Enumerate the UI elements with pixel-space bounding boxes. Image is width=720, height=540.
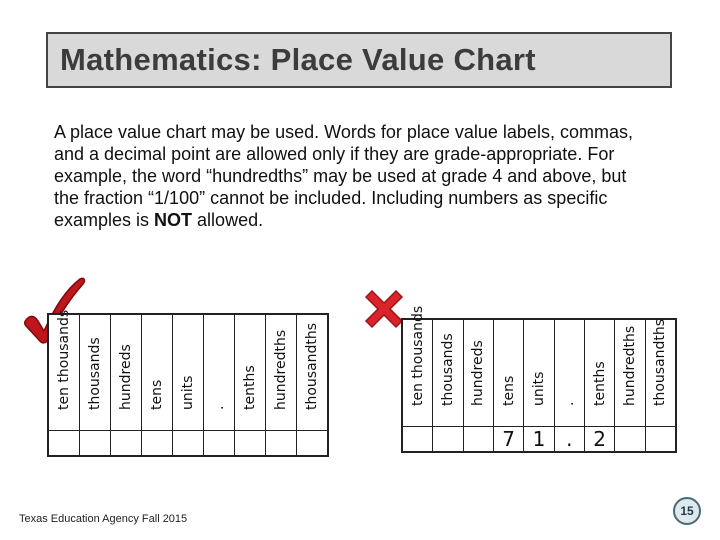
correct-chart-column-header bbox=[49, 309, 79, 431]
incorrect-chart-column-header bbox=[464, 320, 493, 427]
correct-chart-column-header bbox=[297, 315, 327, 431]
correct-chart-column-label: thousands bbox=[87, 337, 103, 410]
correct-chart-value-cell bbox=[266, 431, 296, 455]
correct-chart-value-cell bbox=[235, 431, 265, 455]
incorrect-chart-column-label: . bbox=[561, 401, 578, 406]
correct-chart-column-label: thousandths bbox=[304, 322, 320, 410]
correct-chart-column bbox=[266, 315, 297, 455]
correct-chart-value-cell bbox=[297, 431, 327, 455]
incorrect-chart-column bbox=[433, 320, 463, 451]
incorrect-chart-column-label: ten thousands bbox=[409, 305, 426, 406]
incorrect-chart-column-header bbox=[585, 320, 614, 427]
correct-chart-value-cell bbox=[111, 431, 141, 455]
footer-text: Texas Education Agency Fall 2015 bbox=[19, 513, 188, 525]
incorrect-chart-column-label: units bbox=[530, 371, 547, 406]
correct-chart-column-header bbox=[142, 315, 172, 431]
incorrect-chart-column-header bbox=[646, 320, 675, 427]
incorrect-chart-column-header bbox=[433, 320, 462, 427]
correct-chart-value-cell bbox=[204, 431, 234, 455]
incorrect-chart-column-header bbox=[524, 320, 553, 427]
instructions-text-1: A place value chart may be used. Words for place value labels, commas, and a decimal point are allowed only if they are grade-appropriate. For example, the word “hundredths” may be used at grade 4 and above, but the fraction “1/100” cannot be included. Including numbers as specific examples is bbox=[54, 122, 633, 230]
correct-chart-column bbox=[235, 315, 266, 455]
title-box bbox=[46, 32, 672, 88]
incorrect-place-value-table bbox=[401, 305, 677, 453]
incorrect-chart-column-label: thousandths bbox=[652, 318, 669, 406]
correct-chart-column bbox=[297, 315, 327, 455]
incorrect-chart-column bbox=[615, 320, 645, 451]
incorrect-chart-value-cell bbox=[433, 427, 462, 451]
incorrect-chart-column-label: tenths bbox=[591, 361, 608, 406]
incorrect-chart-column bbox=[646, 320, 675, 451]
page-title: Mathematics: Place Value Chart bbox=[60, 42, 536, 77]
incorrect-chart-column bbox=[403, 305, 433, 451]
correct-chart-column-header bbox=[266, 315, 296, 431]
correct-chart-column bbox=[204, 315, 235, 455]
instructions-text-2: allowed. bbox=[192, 210, 264, 230]
correct-chart-column-label: hundredths bbox=[273, 329, 289, 410]
page-number-badge: 15 bbox=[673, 497, 701, 525]
correct-chart-column-label: . bbox=[211, 405, 227, 410]
correct-chart-column-header bbox=[204, 315, 234, 431]
correct-chart-value-cell bbox=[142, 431, 172, 455]
instructions-emphasis: NOT bbox=[154, 210, 193, 230]
incorrect-chart-column-header bbox=[403, 305, 432, 427]
incorrect-chart-value-cell bbox=[646, 427, 675, 451]
incorrect-chart-column bbox=[464, 320, 494, 451]
correct-place-value-table bbox=[47, 309, 329, 457]
correct-chart-column bbox=[80, 315, 111, 455]
correct-chart-column bbox=[111, 315, 142, 455]
correct-chart-column bbox=[49, 309, 80, 455]
incorrect-chart-column bbox=[524, 320, 554, 451]
incorrect-chart-value-cell: 1 bbox=[532, 427, 546, 451]
correct-chart-column-label: tenths bbox=[242, 365, 258, 410]
incorrect-chart-column bbox=[494, 320, 524, 451]
incorrect-chart-column bbox=[585, 320, 615, 451]
correct-chart-column-label: units bbox=[180, 375, 196, 410]
incorrect-chart-value-cell: . bbox=[566, 427, 573, 451]
incorrect-chart-column bbox=[555, 320, 585, 451]
incorrect-chart-value-cell: 2 bbox=[593, 427, 606, 451]
incorrect-chart-value-cell bbox=[464, 427, 493, 451]
correct-chart-column bbox=[173, 315, 204, 455]
correct-chart-column-label: tens bbox=[149, 379, 165, 410]
correct-chart-value-cell bbox=[173, 431, 203, 455]
incorrect-chart-column-header bbox=[615, 320, 644, 427]
correct-chart-value-cell bbox=[80, 431, 110, 455]
correct-chart-column-header bbox=[173, 315, 203, 431]
incorrect-chart-column-label: hundreds bbox=[470, 340, 487, 406]
incorrect-chart-value-cell: 7 bbox=[502, 427, 516, 451]
correct-chart-column-label: ten thousands bbox=[56, 309, 72, 410]
incorrect-chart-value-cell bbox=[615, 427, 644, 451]
incorrect-chart-column-label: hundredths bbox=[621, 325, 638, 406]
correct-chart-column-header bbox=[111, 315, 141, 431]
correct-chart-column-header bbox=[235, 315, 265, 431]
incorrect-chart-column-label: tens bbox=[500, 375, 517, 406]
correct-chart-value-cell bbox=[49, 431, 79, 455]
instructions-paragraph bbox=[54, 121, 644, 231]
correct-chart-column-label: hundreds bbox=[118, 344, 134, 410]
incorrect-chart-column-label: thousands bbox=[439, 333, 456, 406]
incorrect-chart-column-header bbox=[494, 320, 523, 427]
correct-chart-column-header bbox=[80, 315, 110, 431]
incorrect-chart-column-header bbox=[555, 320, 584, 427]
correct-chart-column bbox=[142, 315, 173, 455]
incorrect-chart-value-cell bbox=[403, 427, 432, 451]
